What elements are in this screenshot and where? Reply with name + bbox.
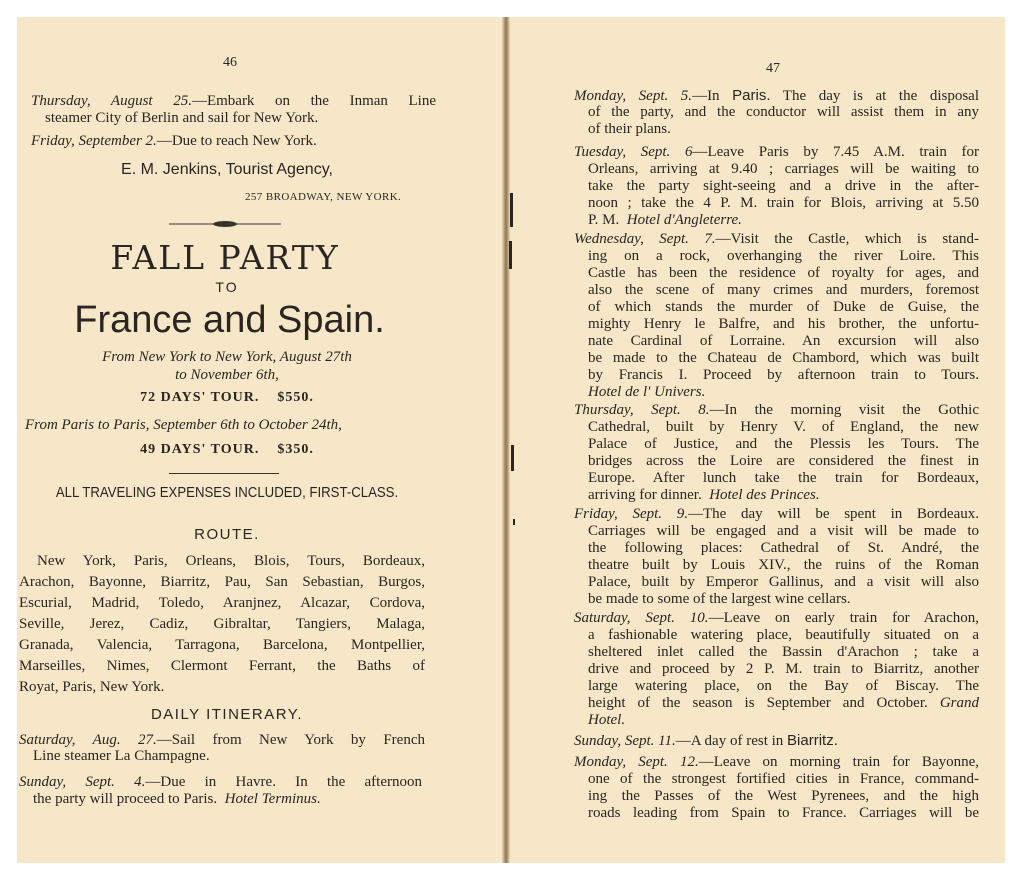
route-line: Granada, Valencia, Tarragona, Barcelona, Montpellier, [19, 637, 425, 653]
book-spread [17, 17, 1005, 863]
party-title: FALL PARTY [110, 238, 340, 277]
entry-monday-sept-5: Monday, Sept. 5.—In Paris. The day is at the disposal [574, 87, 979, 104]
entry-tuesday-sept-6: Tuesday, Sept. 6—Leave Paris by 7.45 A.M. train for [574, 144, 979, 160]
route-line: Arachon, Bayonne, Biarritz, Pau, San Sebastian, Burgos, [19, 574, 425, 590]
entry-monday-sept-12: Monday, Sept. 12.—Leave on morning train for Bayonne, [574, 754, 980, 770]
to-label: TO [215, 279, 239, 295]
tour2-summary: 49 DAYS' TOUR. $350. [140, 442, 314, 457]
expenses-note: ALL TRAVELING EXPENSES INCLUDED, FIRST-CLASS. [55, 484, 399, 501]
route-line: Marseilles, Nimes, Clermont Ferrant, the Baths of [19, 658, 425, 674]
entry-sunday-sept-4: Sunday, Sept. 4.—Due in Havre. In the afternoon [19, 774, 422, 790]
entry-sunday-sept-11: Sunday, Sept. 11.—A day of rest in Biarritz. [574, 732, 838, 749]
entry-wednesday-sept-7: Wednesday, Sept. 7.—Visit the Castle, which is stand- [574, 231, 979, 247]
route-line: Seville, Jerez, Cadiz, Gibraltar, Tangiers, Malaga, [19, 616, 425, 632]
divider-line [169, 473, 279, 474]
entry-friday-sept-9: Friday, Sept. 9.—The day will be spent in Bordeaux. [574, 506, 979, 522]
page-number-right: 47 [766, 61, 780, 76]
page-number-left: 46 [223, 55, 237, 70]
ornament-divider [169, 220, 281, 228]
route-line: Escurial, Madrid, Toledo, Aranjnez, Alcazar, Cordova, [19, 595, 425, 611]
route-heading: ROUTE. [194, 526, 260, 543]
entry-saturday-sept-10: Saturday, Sept. 10.—Leave on early train for Arachon, [574, 610, 979, 626]
entry-thursday-sept-8: Thursday, Sept. 8.—In the morning visit the Gothic [574, 402, 979, 418]
entry-friday-sept-2: Friday, September 2.—Due to reach New York. [31, 133, 317, 149]
right-page: 47 Monday, Sept. 5.—In Paris. The day is at the disposal of the party, and the conductor will assist them in any of their plans. Tuesday, Sept. 6—Leave Paris by 7.45 A.M. train for Orleans, arriving at 9.40 ; carriages will be waiting to take the party sight-seeing and a drive in the after- noon ; take the 4 P. M. train for Blois, arriving at 5.50 P. M. Hotel d'Angleterre. Wednesday, Sept. 7.—Visit the Castle, which is stand- ing on a rock, overhanging the river Loire. This Castle has been the residence of royalty for ages, and also the scene of many crimes and murders, foremost of which stands the murder of Duke de Guise, the mighty Henry le Balfre, and his brother, the unfortu- nate Cardinal of Lorraine. An excursion will also be made to the Chateau de Chambord, which was built by Francis I. Proceed by afternoon train to Tours. Hotel de l' Univers. Thursday, Sept. 8.—In the morning visit the Gothic Cathedral, built by Henry V. of England, the new Palace of Justice, and the Plessis les Tours. The bridges across the Loire are considered the finest in Europe. After lunch take the train for Bordeaux, arriving for dinner. Hotel des Princes. Friday, Sept. 9.—The day will be spent in Bordeaux. Carriages will be engaged and a visit will be made to the following places: Cathedral of St. André, the theatre built by Louis XIV., the ruins of the Roman Palace, built by Emperor Gallinus, and a visit will also be made to some of the largest wine cellars. Saturday, Sept. 10.—Leave on early train for Arachon, a fashionable watering place, beautifully situated on a sheltered inlet called the Bassin d'Arachon ; take a drive and proceed by 2 P. M. train to Biarritz, another large watering place, on the Bay of Biscay. The height of the season is September and October. Grand Hotel. Sunday, Sept. 11.—A day of rest in Biarritz. Monday, Sept. 12.—Leave on morning train for Bayonne, one of the strongest fortified cities in France, command- ing the Passes of the West Pyrenees, and the high roads leading from Spain to France. Carriages will be [574, 61, 980, 821]
route-line: Royat, Paris, New York. [19, 679, 165, 695]
entry-thursday-aug-25: Thursday, August 25.—Embark on the Inman Line [31, 93, 436, 109]
left-page: 46 Thursday, August 25.—Embark on the Inman Line steamer City of Berlin and sail for New York. Friday, September 2.—Due to reach New York. E. M. Jenkins, Tourist Agency, 257 BROADWAY, NEW YORK. FALL PARTY TO France and Spain. From New York to New York, August 27th to November 6th, 72 DAYS' TOUR. $550. From Paris to Paris, September 6th to October 24th, 49 DAYS' TOUR. $350. ALL TRAVELING EXPENSES INCLUDED, FIRST-CLASS. ROUTE. New York, Paris, Orleans, Blois, Tours, Bordeaux, Arachon, Bayonne, Biarritz, Pau, San Sebastian, Burgos, Escurial, Madrid, Toledo, Aranjnez, Alcazar, Cordova, Seville, Jerez, Cadiz, Gibraltar, Tangiers, Malaga, Granada, Valencia, Tarragona, Barcelona, Montpellier, Marseilles, Nimes, Clermont Ferrant, the Baths of Royat, Paris, New York. DAILY ITINERARY. Saturday, Aug. 27.—Sail from New York by French Line steamer La Champagne. Sunday, Sept. 4.—Due in Havre. In the afternoon the party will proceed to Paris. Hotel Terminus. [19, 55, 436, 807]
itinerary-heading: DAILY ITINERARY. [150, 706, 304, 723]
agency-name: E. M. Jenkins, Tourist Agency, [121, 161, 333, 178]
tour1-dates: From New York to New York, August 27th [102, 349, 352, 365]
tour1-summary: 72 DAYS' TOUR. $550. [140, 390, 314, 405]
destination-title: France and Spain. [74, 299, 385, 341]
entry-saturday-aug-27: Saturday, Aug. 27.—Sail from New York by French [19, 732, 425, 748]
tour2-dates: From Paris to Paris, September 6th to October 24th, [25, 417, 342, 433]
route-line: New York, Paris, Orleans, Blois, Tours, Bordeaux, [37, 553, 425, 569]
agency-address: 257 BROADWAY, NEW YORK. [245, 191, 402, 203]
